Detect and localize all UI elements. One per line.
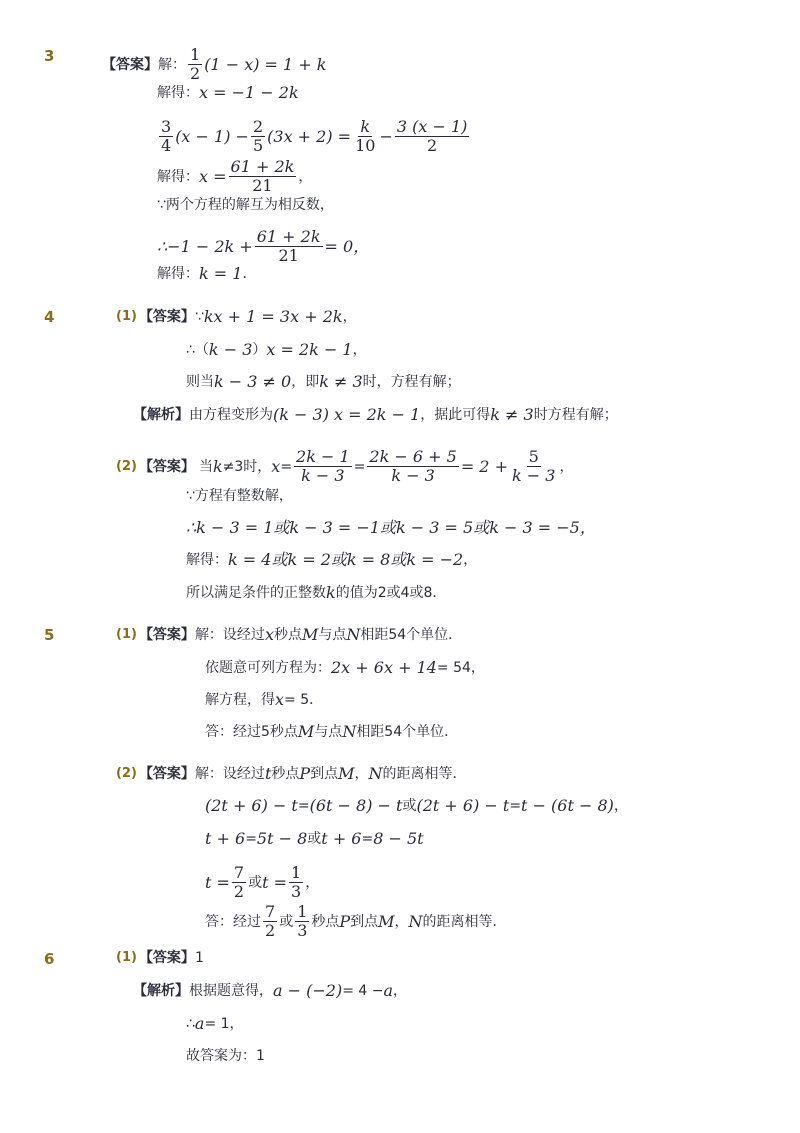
answer-tag: 【答案】 — [102, 56, 158, 73]
text: 秒点 — [311, 913, 340, 930]
math-variable: N — [368, 764, 383, 783]
math-variable: x — [264, 625, 274, 644]
fraction: $\frac{7}{2}$ — [233, 863, 245, 901]
q4-p2-line-5 — [186, 583, 446, 603]
q3-line-4 — [157, 158, 312, 195]
fraction: $\frac{1}{3}$ — [291, 863, 302, 901]
analysis-tag: 【解析】 — [133, 407, 189, 423]
text: = 4 − — [342, 983, 384, 999]
text: 或 — [248, 874, 263, 891]
q3-line-2 — [157, 83, 299, 103]
fraction: $\frac{2k - 6 + 5}{k - 3}$ — [369, 447, 457, 485]
sub-question-label: (2) — [116, 458, 137, 474]
q4-p2-line-2: ∵方程有整数解， — [186, 488, 293, 504]
fraction: $\frac{2k - 1}{k - 3}$ — [296, 447, 350, 485]
math-expression: (2t + 6) − t — [416, 796, 510, 815]
text: ∵ — [194, 309, 204, 325]
math-expression: k − 3 ≠ 0 — [214, 372, 292, 391]
text: ， — [463, 552, 478, 568]
text: ，据此可得 — [420, 407, 491, 423]
q4-p1-analysis — [133, 405, 618, 425]
answer-tag: 【答案】 — [138, 950, 195, 966]
math-expression: t = — [262, 872, 288, 892]
math-variable: M — [338, 764, 355, 783]
text: 解得： — [157, 85, 199, 101]
text: 或 — [402, 798, 417, 814]
question-number-6: 6 — [44, 950, 55, 968]
text: ） — [252, 342, 267, 358]
fraction: $\frac{5}{k - 3}$ — [511, 447, 556, 485]
question-number-3: 3 — [44, 47, 55, 65]
math-expression: x = 2k − 1 — [266, 340, 353, 359]
q5-p1-line-2 — [205, 658, 485, 678]
text: 或 — [279, 913, 294, 930]
text: 秒点 — [271, 766, 300, 782]
text: 解得： — [157, 168, 199, 185]
math-expression: t + 6 — [321, 829, 362, 848]
math-expression: k = 4或k = 2或k = 8或k = −2 — [228, 550, 464, 569]
math-expression: (k − 3) x = 2k − 1 — [273, 405, 421, 424]
math-expression: (2t + 6) − t — [205, 796, 298, 815]
math-expression: k = 1 — [199, 264, 243, 283]
q3-line-5: ∵两个方程的解互为相反数， — [157, 197, 334, 213]
text: 的距离相等． — [422, 913, 507, 930]
text: 相距54个单位． — [356, 724, 459, 740]
text: 解：设经过 — [194, 766, 265, 782]
text: 根据题意得， — [189, 983, 273, 999]
math-variable: P — [339, 911, 351, 931]
math-variable: M — [297, 722, 315, 741]
fraction: $\frac{61 + 2k}{21}$ — [230, 157, 295, 195]
text: 到点 — [350, 913, 379, 930]
text: ， — [352, 342, 367, 358]
math-expression: kx + 1 = 3x + 2k — [203, 307, 343, 326]
answer-tag: 【答案】 — [138, 766, 195, 782]
text: ∴（ — [186, 342, 209, 358]
text: ， — [394, 913, 409, 930]
text: 与点 — [318, 627, 347, 643]
text: = 5． — [284, 692, 324, 708]
text: = — [361, 831, 374, 847]
q3-line-3 — [157, 118, 471, 155]
math-expression: t + 6 — [205, 829, 246, 848]
text: 或 — [307, 831, 322, 847]
math-expression: (x − 1) − — [175, 126, 249, 146]
math-variable: x — [271, 456, 281, 476]
text: ． — [242, 266, 257, 282]
text: 答：经过 — [205, 913, 261, 930]
q5-p1-line-1 — [116, 625, 462, 645]
math-expression: k ≠ 3 — [319, 372, 363, 391]
text: 解得： — [157, 266, 199, 282]
fraction: $\frac{7}{2}$ — [265, 902, 276, 940]
text: = 54， — [436, 660, 485, 676]
sub-question-label: (1) — [116, 950, 137, 965]
math-expression: 8 − 5t — [373, 829, 424, 848]
text: 与点 — [314, 724, 343, 740]
text: ，即 — [291, 374, 320, 390]
math-variable: a — [383, 981, 394, 1000]
text: = — [297, 798, 310, 814]
math-expression: t = — [205, 872, 230, 892]
math-expression: 2x + 6x + 14 — [331, 658, 437, 677]
math-expression: ∴k − 3 = 1或k − 3 = −1或k − 3 = 5或k − 3 = −5， — [186, 518, 596, 537]
text: 时，方程有解； — [362, 374, 461, 390]
q4-p2-line-3 — [186, 518, 596, 538]
q4-p1-line-2 — [186, 340, 367, 360]
q4-p2-line-4 — [186, 550, 477, 570]
question-number-5: 5 — [44, 626, 55, 644]
q6-analysis-line-2 — [186, 1014, 244, 1034]
text: 解得： — [186, 552, 228, 568]
math-expression: (3x + 2) = — [267, 126, 352, 146]
q4-p1-line-3 — [186, 372, 461, 392]
answer-tag: 【答案】 — [138, 458, 195, 475]
math-expression: ∴−1 − 2k + — [157, 236, 253, 256]
math-expression: k ≠ 3 — [490, 405, 534, 424]
q5-p2-line-3 — [205, 829, 424, 849]
math-expression: x = — [199, 166, 227, 186]
q4-p2-line-1 — [116, 448, 573, 485]
fraction: $\frac{61 + 2k}{21}$ — [256, 227, 321, 265]
math-expression: (6t − 8) − t — [309, 796, 403, 815]
math-expression: x = −1 − 2k — [199, 83, 299, 102]
text: = 1， — [204, 1016, 244, 1032]
math-variable: a — [194, 1014, 205, 1033]
text: ， — [559, 458, 574, 475]
sub-question-label: (1) — [116, 627, 137, 642]
q5-p1-line-4 — [205, 722, 458, 742]
math-variable: P — [299, 764, 311, 783]
text: ≠3时， — [222, 458, 272, 475]
text: 解方程，得 — [205, 692, 275, 708]
fraction: $\frac{k}{10}$ — [355, 117, 376, 155]
fraction: $\frac{1}{3}$ — [297, 902, 308, 940]
math-expression: = 2 + — [460, 456, 508, 476]
text: ， — [305, 874, 320, 891]
text: ， — [613, 798, 628, 814]
sub-question-label: (1) — [116, 309, 137, 324]
math-variable: x — [275, 690, 285, 709]
math-expression: 5t − 8 — [256, 829, 308, 848]
math-expression: = 0， — [324, 236, 370, 256]
math-variable: k — [212, 456, 223, 476]
q5-p2-line-1 — [116, 764, 467, 784]
text: 的距离相等． — [382, 766, 467, 782]
math-variable: N — [408, 911, 423, 931]
analysis-tag: 【解析】 — [133, 983, 189, 999]
math-variable: N — [346, 625, 361, 644]
text: 由方程变形为 — [189, 407, 273, 423]
math-variable: M — [301, 625, 319, 644]
q5-p2-line-5 — [205, 903, 507, 940]
text: ， — [342, 309, 357, 325]
text: 时方程有解； — [533, 407, 618, 423]
text: ， — [298, 168, 313, 185]
q3-line-1 — [102, 46, 326, 83]
text: 的值为2或4或8． — [335, 585, 447, 601]
text: = — [509, 798, 522, 814]
math-variable: N — [342, 722, 357, 741]
text: 解：设经过 — [194, 627, 265, 643]
text: 到点 — [310, 766, 339, 782]
text: 依题意可列方程为： — [205, 660, 331, 676]
text: 解： — [158, 56, 186, 73]
text: = — [353, 458, 366, 475]
q5-p2-line-2 — [205, 796, 628, 816]
fraction: $\frac{2}{5}$ — [252, 117, 264, 155]
question-number-4: 4 — [44, 308, 55, 326]
q5-p1-line-3 — [205, 690, 323, 710]
math-variable: k — [326, 583, 336, 602]
sub-question-label: (2) — [116, 766, 137, 781]
math-variable: t — [264, 764, 272, 783]
math-variable: M — [378, 911, 395, 931]
fraction: $\frac{3 (x - 1)}{2}$ — [396, 117, 468, 155]
text: ， — [393, 983, 408, 999]
answer-tag: 【答案】 — [138, 627, 195, 643]
math-expression: (1 − x) = 1 + k — [204, 54, 327, 74]
q6-analysis-line-1 — [133, 981, 407, 1001]
math-expression: − — [379, 126, 393, 146]
text: = — [280, 458, 293, 475]
text: ， — [354, 766, 369, 782]
text: 相距54个单位． — [360, 627, 463, 643]
q6-analysis-line-3: 故答案为：1 — [186, 1048, 265, 1064]
text: 则当 — [186, 374, 214, 390]
q4-p1-line-1 — [116, 307, 357, 327]
answer-value: 1 — [194, 950, 204, 966]
math-expression: a − (−2) — [273, 981, 343, 1000]
answer-tag: 【答案】 — [138, 309, 195, 325]
text: 当 — [198, 458, 213, 475]
fraction: $\frac{1}{2}$ — [190, 45, 201, 83]
fraction: $\frac{3}{4}$ — [161, 117, 172, 155]
q6-p1-line-1 — [116, 948, 204, 968]
q3-line-7 — [157, 264, 256, 284]
text: 答：经过5秒点 — [205, 724, 298, 740]
text: 秒点 — [273, 627, 302, 643]
q3-line-6 — [157, 228, 369, 265]
math-expression: t − (6t − 8) — [521, 796, 614, 815]
text: = — [245, 831, 257, 847]
text: 所以满足条件的正整数 — [186, 585, 326, 601]
math-expression: k − 3 — [208, 340, 253, 359]
q5-p2-line-4 — [205, 864, 319, 901]
text: ∴ — [186, 1016, 195, 1032]
